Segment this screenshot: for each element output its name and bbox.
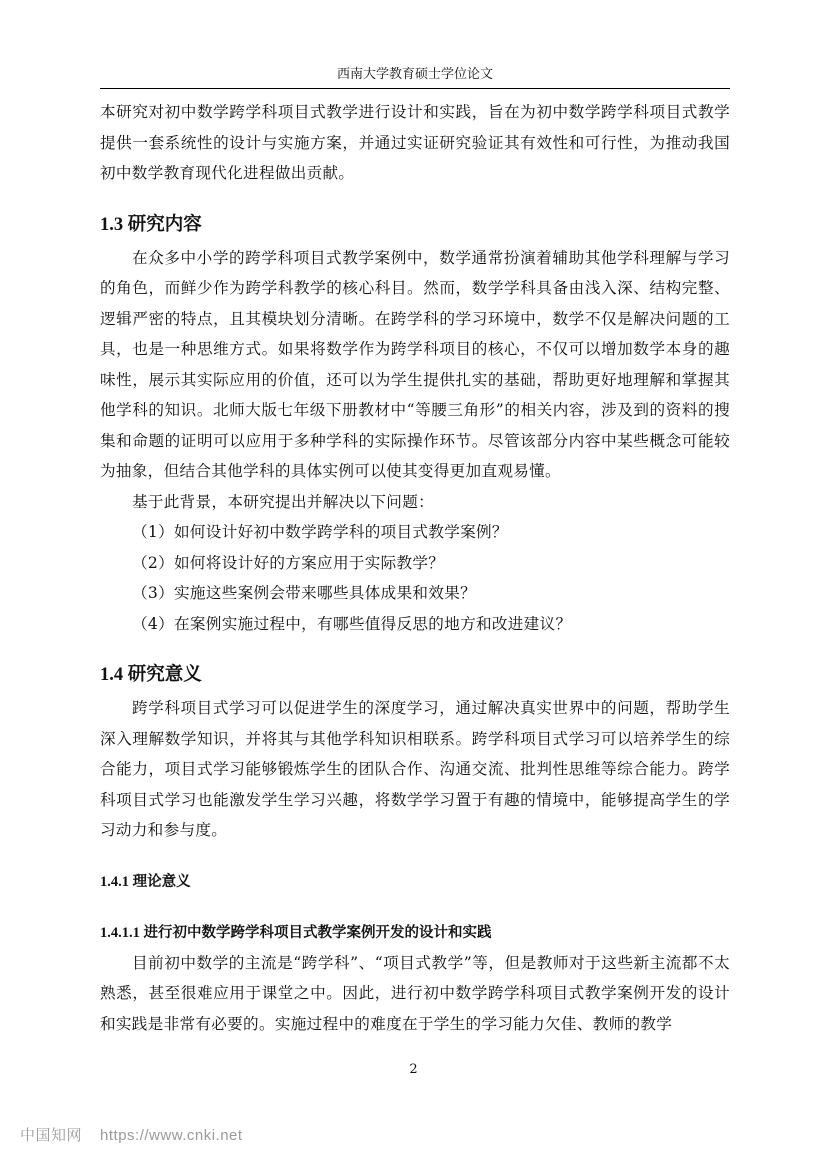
subsubsection-heading-1-4-1-1: 1.4.1.1 进行初中数学跨学科项目式教学案例开发的设计和实践 [100,924,492,941]
research-significance-paragraph: 跨学科项目式学习可以促进学生的深度学习，通过解决真实世界中的问题，帮助学生深入理解数学知识，并将其与其他学科知识相联系。跨学科项目式学习可以培养学生的综合能力，项目式学习能够锻炼学生的团队合作、沟通交流、批判性思维等综合能力。跨学科项目式学习也能激发学生学习兴趣，将数学学习置于有趣的情境中，能够提高学生的学习动力和参与度。 [100,699,730,839]
subsection-heading-1-4-1: 1.4.1 理论意义 [100,873,191,890]
research-question-item: （1）如何设计好初中数学跨学科的项目式教学案例？ [132,523,508,541]
page-number: 2 [409,1062,418,1077]
research-content-paragraph: 在众多中小学的跨学科项目式教学案例中，数学通常扮演着辅助其他学科理解与学习的角色，而鲜少作为跨学科教学的核心科目。然而，数学学科具备由浅入深、结构完整、逻辑严密的特点，且其模块划分清晰。在跨学科的学习环境中，数学不仅是解决问题的工具，也是一种思维方式。如果将数学作为跨学科项目的核心，不仅可以增加数学本身的趣味性，展示其实际应用的价值，还可以为学生提供扎实的基础，帮助更好地理解和掌握其他学科的知识。北师大版七年级下册教材中“等腰三角形”的相关内容，涉及到的资料的搜集和命题的证明可以应用于多种学科的实际操作环节。尽管该部分内容中某些概念可能较为抽象，但结合其他学科的具体实例可以使其变得更加直观易懂。 [100,248,730,480]
research-question-item: （3）实施这些案例会带来哪些具体成果和效果？ [132,584,476,602]
theory-significance-paragraph: 目前初中数学的主流是“跨学科”、“项目式教学”等，但是教师对于这些新主流都不太熟悉，甚至很难应用于课堂之中。因此，进行初中数学跨学科项目式教学案例开发的设计和实践是非常有必要的。实施过程中的难度在于学生的学习能力欠佳、教师的教学 [100,953,730,1033]
section-heading-1-4: 1.4 研究意义 [100,665,202,685]
research-question-item: （2）如何将设计好的方案应用于实际教学？ [132,553,445,572]
intro-paragraph: 本研究对初中数学跨学科项目式教学进行设计和实践，旨在为初中数学跨学科项目式教学提供一套系统性的设计与实施方案，并通过实证研究验证其有效性和可行性，为推动我国初中数学教育现代化进程做出贡献。 [100,103,730,182]
watermark-brand: 中国知网 [20,1127,83,1144]
cnki-watermark [20,1124,243,1145]
research-questions-intro: 基于此背景，本研究提出并解决以下问题： [132,492,434,511]
header-rule [100,88,730,89]
running-header: 西南大学教育硕士学位论文 [336,67,493,82]
watermark-url: https://www.cnki.net [100,1127,243,1144]
research-question-item: （4）在案例实施过程中，有哪些值得反思的地方和改进建议？ [132,614,572,633]
section-heading-1-3: 1.3 研究内容 [100,214,202,235]
page-body [100,97,730,1039]
